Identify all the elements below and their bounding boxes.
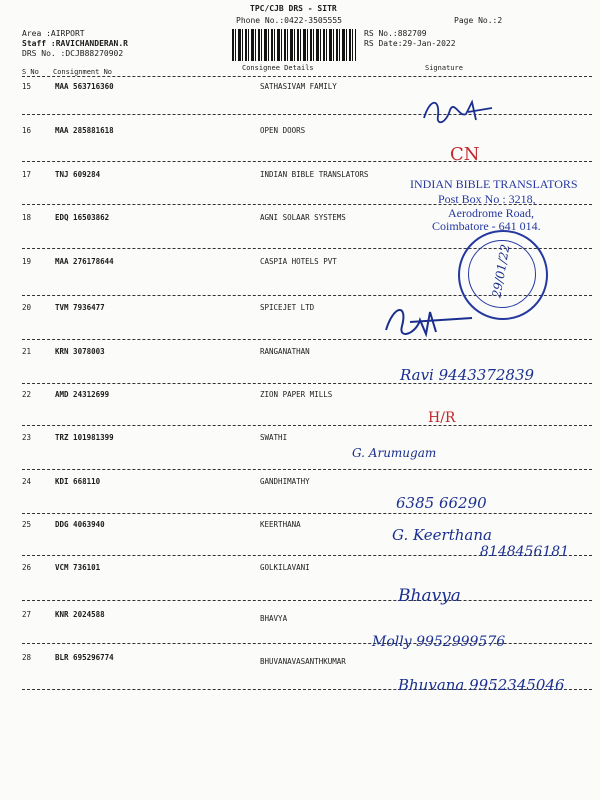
stamp-line2: Post Box No : 3218, bbox=[438, 192, 536, 206]
row-consignment: AMD 24312699 bbox=[55, 390, 110, 399]
barcode bbox=[232, 29, 356, 61]
row-consignee: SWATHI bbox=[260, 433, 288, 442]
row-consignment: MAA 563716360 bbox=[55, 82, 114, 91]
column-header-consignment: Consignment No bbox=[53, 68, 113, 76]
table-row bbox=[0, 477, 600, 491]
row-consignment: MAA 276178644 bbox=[55, 257, 114, 266]
row-sno: 20 bbox=[22, 303, 32, 312]
handwritten-hr: H/R bbox=[428, 410, 456, 426]
table-row bbox=[0, 126, 600, 140]
row-divider bbox=[22, 643, 592, 644]
phone-number: Phone No.:0422-3505555 bbox=[236, 16, 342, 25]
table-row bbox=[0, 610, 600, 624]
handwritten-phone-row21: Ravi 9443372839 bbox=[400, 366, 535, 384]
header-divider bbox=[22, 76, 592, 77]
row-sno: 26 bbox=[22, 563, 32, 572]
handwritten-cn: CN bbox=[450, 144, 480, 165]
row-consignment: EDQ 16503862 bbox=[55, 213, 110, 222]
row-consignee: SATHASIVAM FAMILY bbox=[260, 82, 337, 91]
row-sno: 25 bbox=[22, 520, 32, 529]
row-consignee: BHUVANAVASANTHKUMAR bbox=[260, 657, 346, 666]
stamp-line3: Aerodrome Road, bbox=[448, 206, 534, 220]
row-consignee: OPEN DOORS bbox=[260, 126, 306, 135]
round-stamp-date: 29/01/22 bbox=[489, 243, 513, 299]
table-row bbox=[0, 82, 600, 96]
column-header-signature: Signature bbox=[425, 64, 463, 72]
handwritten-sign-row27: Bhavya bbox=[398, 586, 461, 606]
area-label: Area :AIRPORT bbox=[22, 29, 85, 38]
row-sno: 28 bbox=[22, 653, 32, 662]
row-sno: 15 bbox=[22, 82, 32, 91]
drs-number: DRS No. :DCJB88270902 bbox=[22, 49, 124, 58]
handwritten-phone-row24: 6385 66290 bbox=[396, 494, 487, 512]
stamp-line4: Coimbatore - 641 014. bbox=[432, 219, 541, 233]
document-title: TPC/CJB DRS - SITR bbox=[250, 4, 337, 13]
row-divider bbox=[22, 425, 592, 426]
row-consignment: TNJ 609284 bbox=[55, 170, 101, 179]
signature-scribble bbox=[420, 94, 500, 130]
signature-scribble bbox=[380, 300, 480, 345]
row-divider bbox=[22, 339, 592, 340]
staff-label: Staff :RAVICHANDERAN.R bbox=[22, 39, 128, 48]
row-consignment: KRN 3078003 bbox=[55, 347, 105, 356]
row-sno: 27 bbox=[22, 610, 32, 619]
row-consignment: DDG 4063940 bbox=[55, 520, 105, 529]
row-consignee: RANGANATHAN bbox=[260, 347, 310, 356]
row-consignment: KNR 2024588 bbox=[55, 610, 105, 619]
row-sno: 19 bbox=[22, 257, 32, 266]
table-row bbox=[0, 390, 600, 404]
row-consignee: CASPIA HOTELS PVT bbox=[260, 257, 337, 266]
handwritten-phone-row25: 8148456181 bbox=[480, 544, 570, 560]
table-row bbox=[0, 433, 600, 447]
row-sno: 18 bbox=[22, 213, 32, 222]
row-consignee: INDIAN BIBLE TRANSLATORS bbox=[260, 170, 369, 179]
handwritten-sign-row28: Molly 9952999576 bbox=[372, 634, 506, 650]
handwritten-phone-row28: Bhuvana 9952345046 bbox=[398, 676, 565, 694]
row-sno: 23 bbox=[22, 433, 32, 442]
row-consignee: KEERTHANA bbox=[260, 520, 301, 529]
row-sno: 16 bbox=[22, 126, 32, 135]
table-row bbox=[0, 653, 600, 667]
column-header-consignee: Consignee Details bbox=[242, 64, 314, 72]
row-divider bbox=[22, 114, 592, 115]
row-sno: 24 bbox=[22, 477, 32, 486]
row-divider bbox=[22, 600, 592, 601]
row-consignment: TRZ 101981399 bbox=[55, 433, 114, 442]
stamp-line1: INDIAN BIBLE TRANSLATORS bbox=[410, 177, 578, 191]
row-consignment: VCM 736101 bbox=[55, 563, 101, 572]
row-consignment: BLR 695296774 bbox=[55, 653, 114, 662]
handwritten-sign-row25: G. Keerthana bbox=[392, 526, 492, 544]
row-sno: 22 bbox=[22, 390, 32, 399]
row-consignment: MAA 285881618 bbox=[55, 126, 114, 135]
row-consignee: GANDHIMATHY bbox=[260, 477, 310, 486]
table-row bbox=[0, 563, 600, 577]
row-divider bbox=[22, 469, 592, 470]
table-row bbox=[0, 347, 600, 361]
row-divider bbox=[22, 513, 592, 514]
row-sno: 21 bbox=[22, 347, 32, 356]
rs-date: RS Date:29-Jan-2022 bbox=[364, 39, 456, 48]
row-divider bbox=[22, 161, 592, 162]
column-header-sno: S No bbox=[22, 68, 39, 76]
row-consignee: ZION PAPER MILLS bbox=[260, 390, 333, 399]
row-consignee: AGNI SOLAAR SYSTEMS bbox=[260, 213, 346, 222]
rs-number: RS No.:882709 bbox=[364, 29, 427, 38]
row-consignment: TVM 7936477 bbox=[55, 303, 105, 312]
row-sno: 17 bbox=[22, 170, 32, 179]
handwritten-sign-row23: G. Arumugam bbox=[352, 446, 437, 460]
page-number: Page No.:2 bbox=[454, 16, 503, 25]
row-consignee: BHAVYA bbox=[260, 614, 288, 623]
table-row bbox=[0, 520, 600, 534]
row-consignment: KDI 668110 bbox=[55, 477, 101, 486]
row-consignee: SPICEJET LTD bbox=[260, 303, 315, 312]
row-consignee: GOLKILAVANI bbox=[260, 563, 310, 572]
